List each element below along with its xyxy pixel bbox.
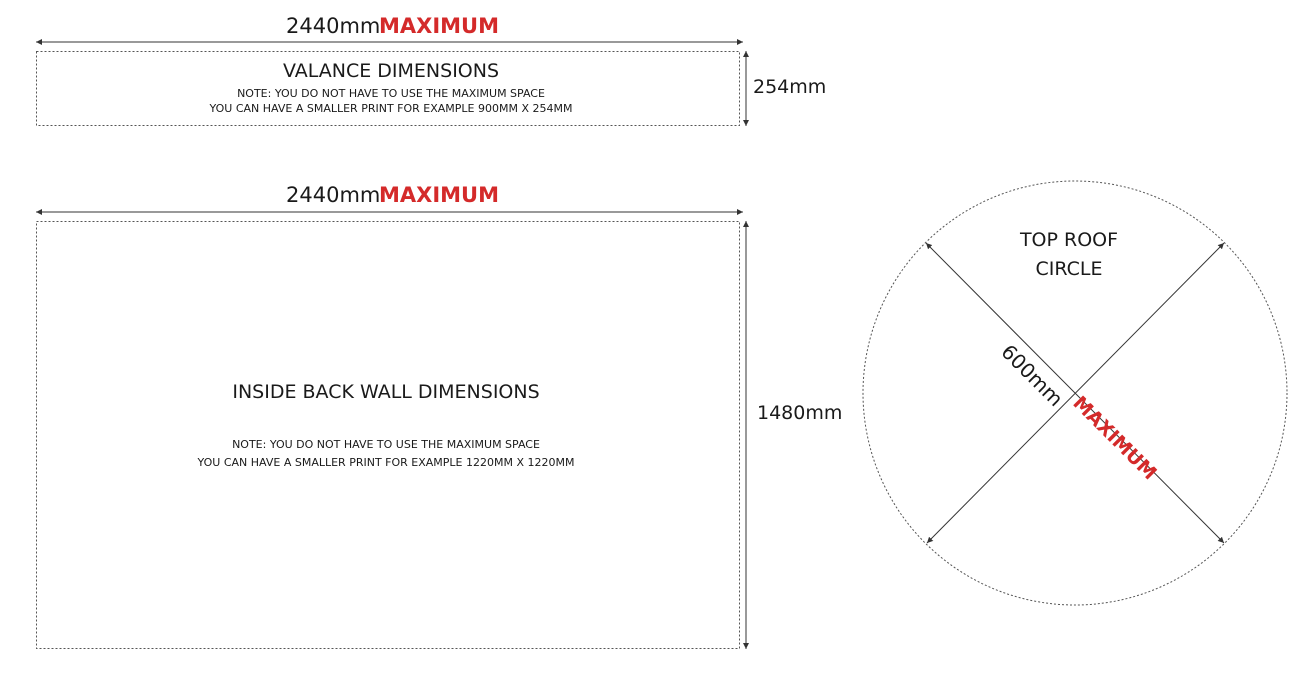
roof-diameter-qualifier: MAXIMUM <box>1068 391 1161 485</box>
back-wall-width-value: 2440mm <box>286 183 381 207</box>
valance-title: VALANCE DIMENSIONS <box>282 60 500 82</box>
valance-height-value: 254mm <box>753 76 827 98</box>
valance-note-line1: NOTE: YOU DO NOT HAVE TO USE THE MAXIMUM SPACE <box>237 87 545 100</box>
back-wall-note-line2: YOU CAN HAVE A SMALLER PRINT FOR EXAMPLE 1220MM X 1220MM <box>197 456 575 469</box>
back-wall-note-line1: NOTE: YOU DO NOT HAVE TO USE THE MAXIMUM SPACE <box>232 438 540 451</box>
back-wall-height-value: 1480mm <box>757 402 843 424</box>
roof-section <box>863 181 1287 605</box>
valance-width-value: 2440mm <box>286 14 381 38</box>
back-wall-section <box>36 183 842 649</box>
back-wall-area-outline <box>37 222 740 649</box>
roof-diameter-value: 600mm <box>996 339 1068 412</box>
valance-section <box>36 14 826 126</box>
back-wall-title: INSIDE BACK WALL DIMENSIONS <box>232 381 540 403</box>
back-wall-width-qualifier: MAXIMUM <box>379 183 500 207</box>
roof-title-line1: TOP ROOF <box>1019 229 1119 251</box>
valance-note-line2: YOU CAN HAVE A SMALLER PRINT FOR EXAMPLE 900MM X 254MM <box>209 102 573 115</box>
roof-title-line2: CIRCLE <box>1035 258 1103 280</box>
valance-width-qualifier: MAXIMUM <box>379 14 500 38</box>
